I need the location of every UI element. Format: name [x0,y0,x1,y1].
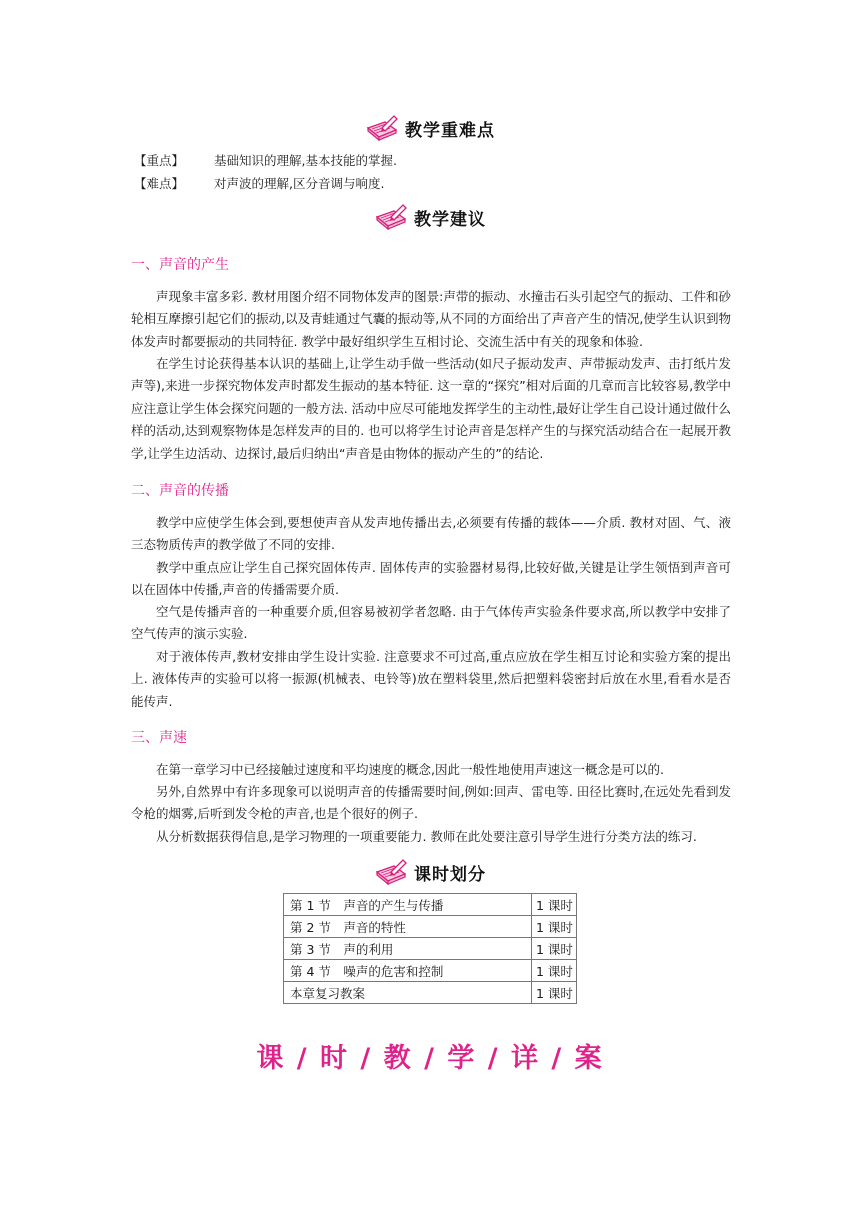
paragraph: 对于液体传声,教材安排由学生设计实验. 注意要求不可过高,重点应放在学生相互讨论和实验方案的提出上. 液体传声的实验可以将一振源(机械表、电铃等)放在塑料袋里,然后把塑料袋密封后放在水里,看看水是否能传声. [131,649,731,709]
lesson-cell: 第 3 节 声的利用 [284,938,532,960]
heading-difficulty [0,113,860,143]
key-point-row [134,151,397,171]
paragraph: 在学生讨论获得基本认识的基础上,让学生动手做一些活动(如尺子振动发声、声带振动发声、击打纸片发声等),来进一步探究物体发声时都发生振动的基本特征. 这一章的“探究”相对后面的几章而言比较容易,教学中应注意让学生体会探究问题的一般方法. 活动中应尽可能地发挥学生的主动性,最好让学生自己设计通过做什么样的活动,达到观察物体是怎样发声的目的. 也可以将学生讨论声音是怎样产生的与探究活动结合在一起展开教学,让学生边活动、边探讨,最后归纳出“声音是由物体的振动产生的”的结论. [131,356,731,461]
paragraph: 另外,自然界中有许多现象可以说明声音的传播需要时间,例如:回声、雷电等. 田径比赛时,在远处先看到发令枪的烟雾,后听到发令枪的声音,也是个很好的例子. [131,784,731,822]
paragraph: 声现象丰富多彩. 教材用图介绍不同物体发声的图景:声带的振动、水撞击石头引起空气的振动、工件和砂轮相互摩擦引起它们的振动,以及青蛙通过气囊的振动等,从不同的方面给出了声音产生的情况,使学生认识到物体发声时都要振动的共同特征. 教学中最好组织学生互相讨论、交流生活中有关的现象和体验. [131,289,731,349]
lesson-cell: 第 2 节 声音的特性 [284,916,532,938]
heading-suggestions [0,202,860,232]
paragraph: 空气是传播声音的一种重要介质,但容易被初学者忽略. 由于气体传声实验条件要求高,所以教学中安排了空气传声的演示实验. [131,604,731,642]
section-title-sound-production: 一、声音的产生 [131,257,229,273]
paragraph: 从分析数据获得信息,是学习物理的一项重要能力. 教师在此处要注意引导学生进行分类方法的练习. [156,829,697,844]
table-row [284,894,577,916]
lesson-cell: 本章复习教案 [284,982,532,1004]
notebook-pen-icon [365,114,399,142]
difficult-point-label: 【难点】 [134,176,185,191]
banner-title: 课 / 时 / 教 / 学 / 详 / 案 [256,1043,604,1074]
paragraph: 教学中应使学生体会到,要想使声音从发声地传播出去,必须要有传播的载体——介质. 教材对固、气、液三态物质传声的教学做了不同的安排. [131,515,731,553]
notebook-pen-icon [374,203,408,231]
table-row [284,938,577,960]
hours-cell: 1 课时 [532,916,577,938]
hours-cell: 1 课时 [532,894,577,916]
hours-cell: 1 课时 [532,982,577,1004]
key-point-text: 基础知识的理解,基本技能的掌握. [214,153,397,168]
lesson-cell: 第 1 节 声音的产生与传播 [284,894,532,916]
section-title-sound-speed: 三、声速 [131,730,187,746]
table-row [284,982,577,1004]
section-title-sound-propagation: 二、声音的传播 [131,483,229,499]
paragraph: 教学中重点应让学生自己探究固体传声. 固体传声的实验器材易得,比较好做,关键是让学生领悟到声音可以在固体中传播,声音的传播需要介质. [131,560,731,598]
heading-title: 教学建议 [414,209,486,230]
notebook-pen-icon [374,858,408,886]
paragraph: 在第一章学习中已经接触过速度和平均速度的概念,因此一般性地使用声速这一概念是可以的. [156,762,664,777]
heading-title: 课时划分 [414,864,486,885]
hours-cell: 1 课时 [532,938,577,960]
heading-schedule [0,857,860,887]
heading-title: 教学重难点 [405,120,495,141]
difficult-point-text: 对声波的理解,区分音调与响度. [214,176,385,191]
lesson-cell: 第 4 节 噪声的危害和控制 [284,960,532,982]
schedule-table [283,893,577,1004]
key-point-label: 【重点】 [134,153,185,168]
table-row [284,916,577,938]
difficult-point-row [134,174,384,194]
hours-cell: 1 课时 [532,960,577,982]
table-row [284,960,577,982]
